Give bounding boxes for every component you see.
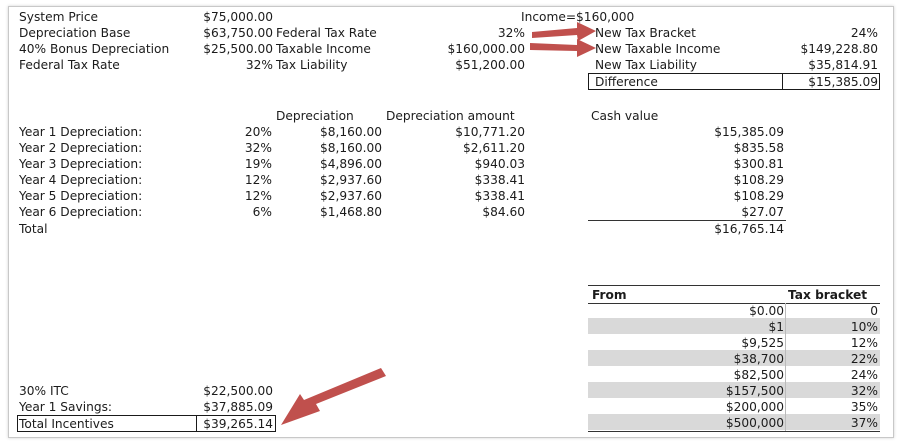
year4-label[interactable]: Year 4 Depreciation:	[19, 173, 143, 187]
year2-dep[interactable]: $8,160.00	[319, 141, 382, 155]
year3-dep[interactable]: $4,896.00	[319, 157, 382, 171]
federal-tax-rate-value[interactable]: 32%	[245, 58, 273, 72]
year6-pct[interactable]: 6%	[252, 205, 272, 219]
col-cash-header[interactable]: Cash value	[591, 109, 659, 123]
bracket-from-cell[interactable]: $9,525	[741, 336, 784, 350]
bonus-depreciation-value[interactable]: $25,500.00	[203, 42, 273, 56]
bracket-rate-cell[interactable]: 24%	[850, 368, 878, 382]
year5-dep[interactable]: $2,937.60	[319, 189, 382, 203]
bracket-from-cell[interactable]: $82,500	[733, 368, 784, 382]
year3-amount[interactable]: $940.03	[474, 157, 525, 171]
bracket-from-cell[interactable]: $500,000	[725, 416, 784, 430]
bracket-from-header[interactable]: From	[592, 288, 627, 302]
year1-dep[interactable]: $8,160.00	[319, 125, 382, 139]
year2-label[interactable]: Year 2 Depreciation:	[19, 141, 143, 155]
total-cash-value[interactable]: $16,765.14	[714, 222, 784, 236]
year3-label[interactable]: Year 3 Depreciation:	[19, 157, 143, 171]
depreciation-base-value[interactable]: $63,750.00	[203, 26, 273, 40]
year5-cash[interactable]: $108.29	[733, 189, 784, 203]
year6-amount[interactable]: $84.60	[482, 205, 525, 219]
new-tax-bracket-label[interactable]: New Tax Bracket	[595, 26, 696, 40]
system-price-value[interactable]: $75,000.00	[203, 10, 273, 24]
itc-label[interactable]: 30% ITC	[19, 384, 69, 398]
year4-dep[interactable]: $2,937.60	[319, 173, 382, 187]
bracket-rate-cell[interactable]: 37%	[850, 416, 878, 430]
new-tax-liability-value[interactable]: $35,814.91	[808, 58, 878, 72]
col-depreciation-header[interactable]: Depreciation	[276, 109, 354, 123]
tax-rate-label[interactable]: Federal Tax Rate	[276, 26, 377, 40]
year6-cash[interactable]: $27.07	[741, 205, 784, 219]
year1-savings-value[interactable]: $37,885.09	[203, 400, 273, 414]
total-incentives-value[interactable]: $39,265.14	[203, 417, 273, 431]
year5-amount[interactable]: $338.41	[474, 189, 525, 203]
tax-rate-value[interactable]: 32%	[497, 26, 525, 40]
federal-tax-rate-label[interactable]: Federal Tax Rate	[19, 58, 120, 72]
bracket-from-cell[interactable]: $1	[768, 320, 784, 334]
bracket-rate-cell[interactable]: 12%	[850, 336, 878, 350]
arrow-to-total-incentives	[281, 368, 386, 425]
year4-pct[interactable]: 12%	[244, 173, 272, 187]
difference-value[interactable]: $15,385.09	[808, 75, 878, 89]
col-amount-header[interactable]: Depreciation amount	[386, 109, 515, 123]
new-taxable-income-label[interactable]: New Taxable Income	[595, 42, 721, 56]
difference-label[interactable]: Difference	[595, 75, 658, 89]
bracket-rate-cell[interactable]: 10%	[850, 320, 878, 334]
year6-label[interactable]: Year 6 Depreciation:	[19, 205, 143, 219]
taxable-income-value[interactable]: $160,000.00	[447, 42, 525, 56]
bracket-from-cell[interactable]: $0.00	[749, 304, 784, 318]
new-tax-bracket-value[interactable]: 24%	[850, 26, 878, 40]
year6-dep[interactable]: $1,468.80	[319, 205, 382, 219]
tax-liability-label[interactable]: Tax Liability	[276, 58, 348, 72]
new-taxable-income-value[interactable]: $149,228.80	[800, 42, 878, 56]
year2-amount[interactable]: $2,611.20	[462, 141, 525, 155]
year1-cash[interactable]: $15,385.09	[714, 125, 784, 139]
bracket-rate-cell[interactable]: 0	[870, 304, 878, 318]
arrow-to-new-taxable-income	[530, 39, 596, 57]
year1-amount[interactable]: $10,771.20	[455, 125, 525, 139]
bracket-from-cell[interactable]: $38,700	[733, 352, 784, 366]
income-label[interactable]: Income=$160,000	[521, 10, 635, 24]
year3-cash[interactable]: $300.81	[733, 157, 784, 171]
total-incentives-label[interactable]: Total Incentives	[19, 417, 114, 431]
depreciation-base-label[interactable]: Depreciation Base	[19, 26, 131, 40]
year3-pct[interactable]: 19%	[244, 157, 272, 171]
system-price-label[interactable]: System Price	[19, 10, 99, 24]
year1-label[interactable]: Year 1 Depreciation:	[19, 125, 143, 139]
bracket-rate-cell[interactable]: 22%	[850, 352, 878, 366]
bracket-from-cell[interactable]: $157,500	[725, 384, 784, 398]
arrow-to-new-tax-bracket	[532, 22, 596, 41]
tax-liability-value[interactable]: $51,200.00	[455, 58, 525, 72]
year1-pct[interactable]: 20%	[244, 125, 272, 139]
year5-label[interactable]: Year 5 Depreciation:	[19, 189, 143, 203]
bonus-depreciation-label[interactable]: 40% Bonus Depreciation	[19, 42, 170, 56]
new-tax-liability-label[interactable]: New Tax Liability	[595, 58, 697, 72]
bracket-rate-header[interactable]: Tax bracket	[788, 288, 868, 302]
bracket-rate-cell[interactable]: 35%	[850, 400, 878, 414]
year2-pct[interactable]: 32%	[244, 141, 272, 155]
total-label[interactable]: Total	[19, 222, 48, 236]
year5-pct[interactable]: 12%	[244, 189, 272, 203]
bracket-rate-cell[interactable]: 32%	[850, 384, 878, 398]
year1-savings-label[interactable]: Year 1 Savings:	[19, 400, 113, 414]
year4-amount[interactable]: $338.41	[474, 173, 525, 187]
bracket-from-cell[interactable]: $200,000	[725, 400, 784, 414]
year4-cash[interactable]: $108.29	[733, 173, 784, 187]
year2-cash[interactable]: $835.58	[733, 141, 784, 155]
taxable-income-label[interactable]: Taxable Income	[276, 42, 371, 56]
itc-value[interactable]: $22,500.00	[203, 384, 273, 398]
